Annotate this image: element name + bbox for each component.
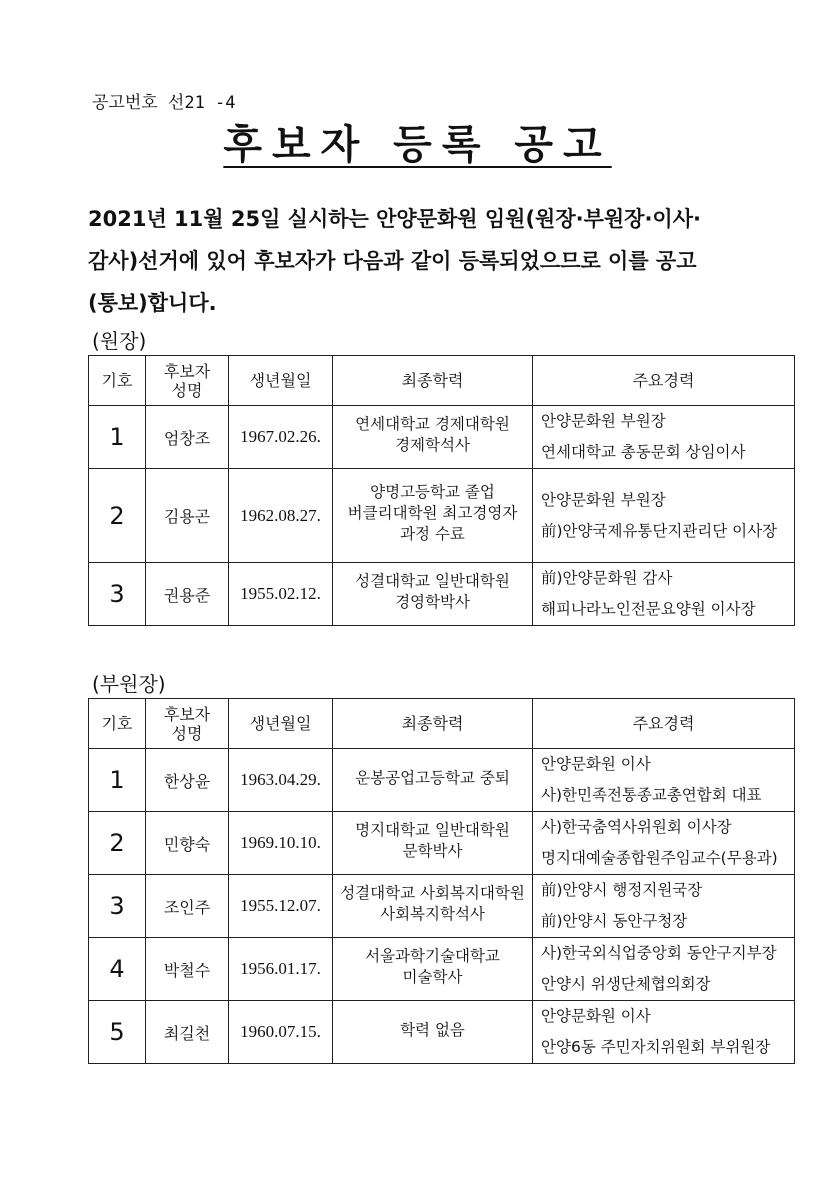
candidate-career xyxy=(533,469,795,563)
candidate-name: 김용곤 xyxy=(146,469,229,563)
candidate-career xyxy=(533,1001,795,1064)
education-line: 연세대학교 경제대학원 xyxy=(355,415,510,433)
header-name-line: 성명 xyxy=(171,723,203,743)
header-name xyxy=(146,699,229,749)
education-line: 학력 없음 xyxy=(400,1020,465,1039)
career-line: 안양문화원 이사 xyxy=(541,1007,651,1025)
candidate-name: 권용준 xyxy=(146,563,229,626)
header-name-line: 성명 xyxy=(171,380,203,400)
education-line: 명지대학교 일반대학원 xyxy=(355,821,510,839)
candidate-education xyxy=(333,469,533,563)
candidate-name: 조인주 xyxy=(146,875,229,938)
career-line: 안양문화원 부원장 xyxy=(541,412,666,430)
education-line: 성결대학교 일반대학원 xyxy=(355,572,510,590)
career-line: 前)안양시 행정지원국장 xyxy=(541,881,703,899)
candidate-name: 엄창조 xyxy=(146,406,229,469)
header-row xyxy=(89,356,795,406)
candidate-birthdate: 1955.02.12. xyxy=(229,563,333,626)
header-career: 주요경력 xyxy=(533,356,795,406)
candidate-birthdate: 1963.04.29. xyxy=(229,749,333,812)
candidate-name: 한상윤 xyxy=(146,749,229,812)
intro-line: 2021년 11월 25일 실시하는 안양문화원 임원(원장·부원장·이사· xyxy=(88,207,701,231)
candidate-career xyxy=(533,875,795,938)
header-name-line: 후보자 xyxy=(163,361,211,381)
candidate-education xyxy=(333,406,533,469)
candidate-education xyxy=(333,749,533,812)
table-row xyxy=(89,563,795,626)
education-line: 버클리대학원 최고경영자 xyxy=(347,504,518,522)
candidate-birthdate: 1955.12.07. xyxy=(229,875,333,938)
intro-line: (통보)합니다. xyxy=(88,291,217,315)
table-row xyxy=(89,406,795,469)
candidate-number: 3 xyxy=(89,875,146,938)
vice-president-candidates-table xyxy=(88,698,795,1064)
section-label-vice-president: (부원장) xyxy=(92,672,166,696)
education-line: 사회복지학석사 xyxy=(380,905,485,923)
education-line: 과정 수료 xyxy=(400,525,465,543)
candidate-name: 최길천 xyxy=(146,1001,229,1064)
career-line: 해피나라노인전문요양원 이사장 xyxy=(541,600,756,618)
intro-paragraph xyxy=(88,198,788,324)
career-line: 사)한민족전통종교총연합회 대표 xyxy=(541,786,762,804)
candidate-education xyxy=(333,1001,533,1064)
career-line: 前)안양시 동안구청장 xyxy=(541,912,688,930)
candidate-number: 1 xyxy=(89,749,146,812)
career-line: 안양문화원 이사 xyxy=(541,755,651,773)
intro-line: 감사)선거에 있어 후보자가 다음과 같이 등록되었으므로 이를 공고 xyxy=(88,249,697,273)
section-label-president: (원장) xyxy=(92,329,147,353)
candidate-birthdate: 1967.02.26. xyxy=(229,406,333,469)
education-line: 경영학박사 xyxy=(395,593,470,611)
career-line: 안양시 위생단체협의회장 xyxy=(541,975,711,993)
candidate-number: 4 xyxy=(89,938,146,1001)
header-name-line: 후보자 xyxy=(163,704,211,724)
education-line: 서울과학기술대학교 xyxy=(365,947,500,965)
table-row xyxy=(89,812,795,875)
page-title-text: 후보자 등록 공고 xyxy=(223,122,612,168)
education-line: 성결대학교 사회복지대학원 xyxy=(340,884,525,902)
candidate-education xyxy=(333,875,533,938)
career-line: 사)한국춤역사위원회 이사장 xyxy=(541,818,732,836)
education-line: 경제학석사 xyxy=(395,436,470,454)
candidate-name: 민향숙 xyxy=(146,812,229,875)
candidate-career xyxy=(533,749,795,812)
education-line: 운봉공업고등학교 중퇴 xyxy=(355,768,510,787)
header-birth: 생년월일 xyxy=(229,356,333,406)
table-row xyxy=(89,938,795,1001)
career-line: 사)한국외식업중앙회 동안구지부장 xyxy=(541,944,777,962)
candidate-career xyxy=(533,563,795,626)
header-name xyxy=(146,356,229,406)
candidate-number: 2 xyxy=(89,469,146,563)
table-row xyxy=(89,469,795,563)
career-line: 연세대학교 총동문회 상임이사 xyxy=(541,443,746,461)
candidate-name: 박철수 xyxy=(146,938,229,1001)
table-row xyxy=(89,875,795,938)
career-line: 안양6동 주민자치위원회 부위원장 xyxy=(541,1038,771,1056)
candidate-number: 1 xyxy=(89,406,146,469)
candidate-career xyxy=(533,812,795,875)
candidate-education xyxy=(333,812,533,875)
table-row xyxy=(89,749,795,812)
education-line: 문학박사 xyxy=(402,842,463,860)
header-row xyxy=(89,699,795,749)
president-candidates-table xyxy=(88,355,795,626)
career-line: 前)안양국제유통단지관리단 이사장 xyxy=(541,521,778,540)
education-line: 양명고등학교 졸업 xyxy=(370,483,495,501)
candidate-education xyxy=(333,563,533,626)
candidate-birthdate: 1969.10.10. xyxy=(229,812,333,875)
notice-number: 공고번호 선21 -4 xyxy=(92,93,236,113)
candidate-birthdate: 1960.07.15. xyxy=(229,1001,333,1064)
header-no: 기호 xyxy=(89,699,146,749)
candidate-number: 2 xyxy=(89,812,146,875)
candidate-birthdate: 1962.08.27. xyxy=(229,469,333,563)
header-edu: 최종학력 xyxy=(333,356,533,406)
career-line: 명지대예술종합원주임교수(무용과) xyxy=(541,849,778,867)
career-line: 안양문화원 부원장 xyxy=(541,490,666,509)
header-birth: 생년월일 xyxy=(229,699,333,749)
header-no: 기호 xyxy=(89,356,146,406)
education-line: 미술학사 xyxy=(402,968,463,986)
candidate-number: 5 xyxy=(89,1001,146,1064)
table-row xyxy=(89,1001,795,1064)
candidate-career xyxy=(533,406,795,469)
candidate-number: 3 xyxy=(89,563,146,626)
candidate-education xyxy=(333,938,533,1001)
header-career: 주요경력 xyxy=(533,699,795,749)
page-title xyxy=(0,113,835,170)
candidate-career xyxy=(533,938,795,1001)
career-line: 前)안양문화원 감사 xyxy=(541,569,673,587)
candidate-birthdate: 1956.01.17. xyxy=(229,938,333,1001)
header-edu: 최종학력 xyxy=(333,699,533,749)
